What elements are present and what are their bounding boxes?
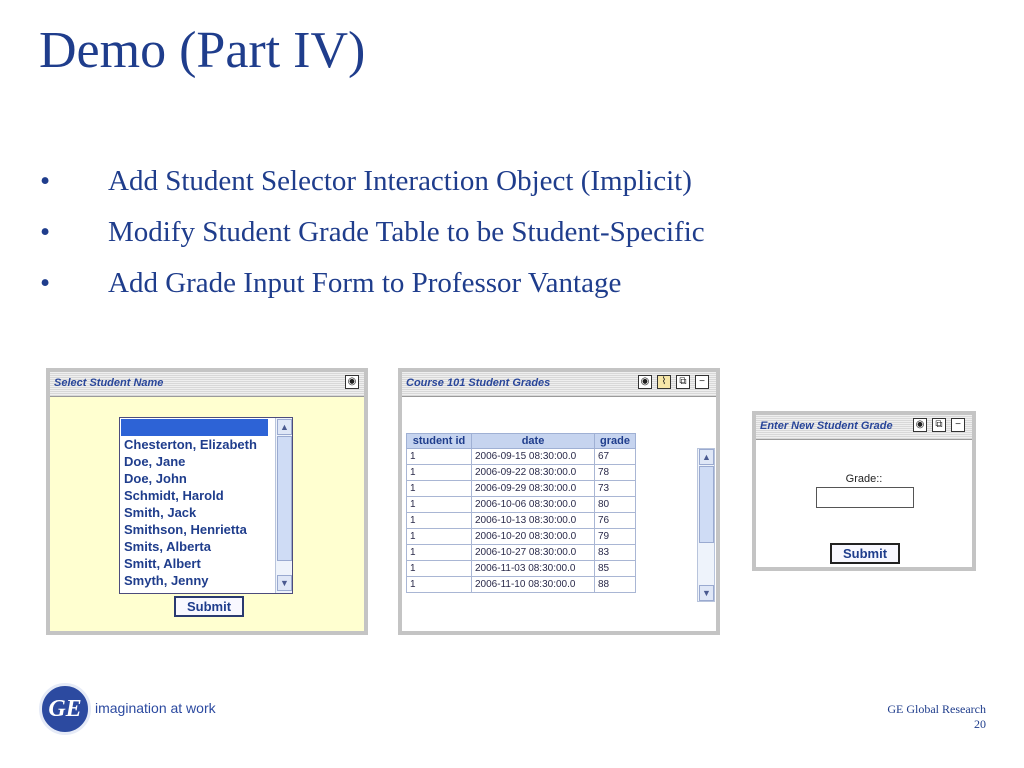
column-header[interactable]: grade <box>595 434 636 449</box>
table-row <box>407 561 636 577</box>
cell-grade: 85 <box>595 561 636 577</box>
cell-student-id: 1 <box>407 561 472 577</box>
cell-grade: 76 <box>595 513 636 529</box>
scroll-thumb[interactable] <box>699 466 714 543</box>
list-item[interactable]: Smith, Jack <box>124 505 197 520</box>
eye-icon[interactable]: ◉ <box>913 418 927 432</box>
cell-student-id: 1 <box>407 449 472 465</box>
list-item[interactable]: Schmidt, Harold <box>124 488 224 503</box>
minimize-icon[interactable]: − <box>951 418 965 432</box>
table-row <box>407 497 636 513</box>
cell-grade: 78 <box>595 465 636 481</box>
listbox-selected-blank-option[interactable] <box>121 419 268 436</box>
cell-grade: 73 <box>595 481 636 497</box>
company-name: GE Global Research <box>887 702 986 716</box>
table-header-row <box>407 434 636 449</box>
window-title: Select Student Name <box>54 377 164 389</box>
bullet-text: Add Student Selector Interaction Object (Implicit) <box>108 165 692 197</box>
table-row <box>407 513 636 529</box>
grades-titlebar <box>402 372 716 397</box>
student-selector-titlebar <box>50 372 364 397</box>
grade-form-window <box>752 411 976 571</box>
footer-info <box>887 702 986 732</box>
table-row <box>407 449 636 465</box>
window-title: Course 101 Student Grades <box>406 377 551 389</box>
cell-grade: 79 <box>595 529 636 545</box>
window-title: Enter New Student Grade <box>760 420 893 432</box>
minimize-icon[interactable]: − <box>695 375 709 389</box>
logo-text: GE <box>48 696 82 722</box>
cell-student-id: 1 <box>407 545 472 561</box>
cell-student-id: 1 <box>407 497 472 513</box>
page-number: 20 <box>974 717 986 731</box>
bullet-marker: • <box>40 165 51 197</box>
cell-grade: 88 <box>595 577 636 593</box>
list-item[interactable]: Doe, Jane <box>124 454 186 469</box>
cell-grade: 67 <box>595 449 636 465</box>
cell-grade: 83 <box>595 545 636 561</box>
ge-logo-icon <box>39 683 91 735</box>
submit-button[interactable]: Submit <box>830 543 900 564</box>
submit-button[interactable]: Submit <box>174 596 244 617</box>
student-selector-window <box>46 368 368 635</box>
list-item[interactable]: Smyth, Jenny <box>124 573 209 588</box>
copy-icon[interactable]: ⧉ <box>932 418 946 432</box>
eye-icon[interactable]: ◉ <box>638 375 652 389</box>
scroll-up-icon[interactable]: ▲ <box>699 449 714 465</box>
grade-form-titlebar <box>756 415 972 440</box>
bullet-text: Add Grade Input Form to Professor Vantage <box>108 267 622 299</box>
table-row <box>407 481 636 497</box>
column-header[interactable]: student id <box>407 434 472 449</box>
cell-student-id: 1 <box>407 529 472 545</box>
list-item[interactable]: Chesterton, Elizabeth <box>124 437 257 452</box>
table-row <box>407 529 636 545</box>
cell-student-id: 1 <box>407 465 472 481</box>
list-item[interactable]: Doe, John <box>124 471 187 486</box>
list-item[interactable]: Smitt, Albert <box>124 556 201 571</box>
cell-student-id: 1 <box>407 481 472 497</box>
cell-date: 2006-11-10 08:30:00.0 <box>472 577 595 593</box>
cell-date: 2006-10-06 08:30:00.0 <box>472 497 595 513</box>
column-header[interactable]: date <box>472 434 595 449</box>
slide-title: Demo (Part IV) <box>39 22 366 79</box>
grade-field-label: Grade:: <box>845 473 883 485</box>
tagline: imagination at work <box>95 700 216 716</box>
cell-student-id: 1 <box>407 577 472 593</box>
bullet-marker: • <box>40 216 51 248</box>
eye-icon[interactable]: ◉ <box>345 375 359 389</box>
grades-window <box>398 368 720 635</box>
student-selector-panel <box>50 397 364 631</box>
listbox-scrollbar[interactable] <box>275 418 293 593</box>
cell-date: 2006-09-15 08:30:00.0 <box>472 449 595 465</box>
table-row <box>407 545 636 561</box>
table-row <box>407 465 636 481</box>
chart-icon[interactable]: ⌇ <box>657 375 671 389</box>
scroll-down-icon[interactable]: ▼ <box>277 575 292 591</box>
bullet-text: Modify Student Grade Table to be Student-Specific <box>108 216 705 248</box>
cell-date: 2006-09-22 08:30:00.0 <box>472 465 595 481</box>
scroll-up-icon[interactable]: ▲ <box>277 419 292 435</box>
cell-grade: 80 <box>595 497 636 513</box>
bullet-marker: • <box>40 267 51 299</box>
table-row <box>407 577 636 593</box>
cell-date: 2006-10-13 08:30:00.0 <box>472 513 595 529</box>
cell-date: 2006-11-03 08:30:00.0 <box>472 561 595 577</box>
scroll-thumb[interactable] <box>277 436 292 561</box>
scroll-down-icon[interactable]: ▼ <box>699 585 714 601</box>
copy-icon[interactable]: ⧉ <box>676 375 690 389</box>
grade-input[interactable] <box>816 487 914 508</box>
grades-scrollbar[interactable] <box>697 448 715 602</box>
student-listbox[interactable] <box>119 417 293 594</box>
cell-date: 2006-09-29 08:30:00.0 <box>472 481 595 497</box>
grades-table <box>406 433 636 593</box>
list-item[interactable]: Smithson, Henrietta <box>124 522 247 537</box>
cell-date: 2006-10-27 08:30:00.0 <box>472 545 595 561</box>
cell-date: 2006-10-20 08:30:00.0 <box>472 529 595 545</box>
cell-student-id: 1 <box>407 513 472 529</box>
list-item[interactable]: Smits, Alberta <box>124 539 211 554</box>
